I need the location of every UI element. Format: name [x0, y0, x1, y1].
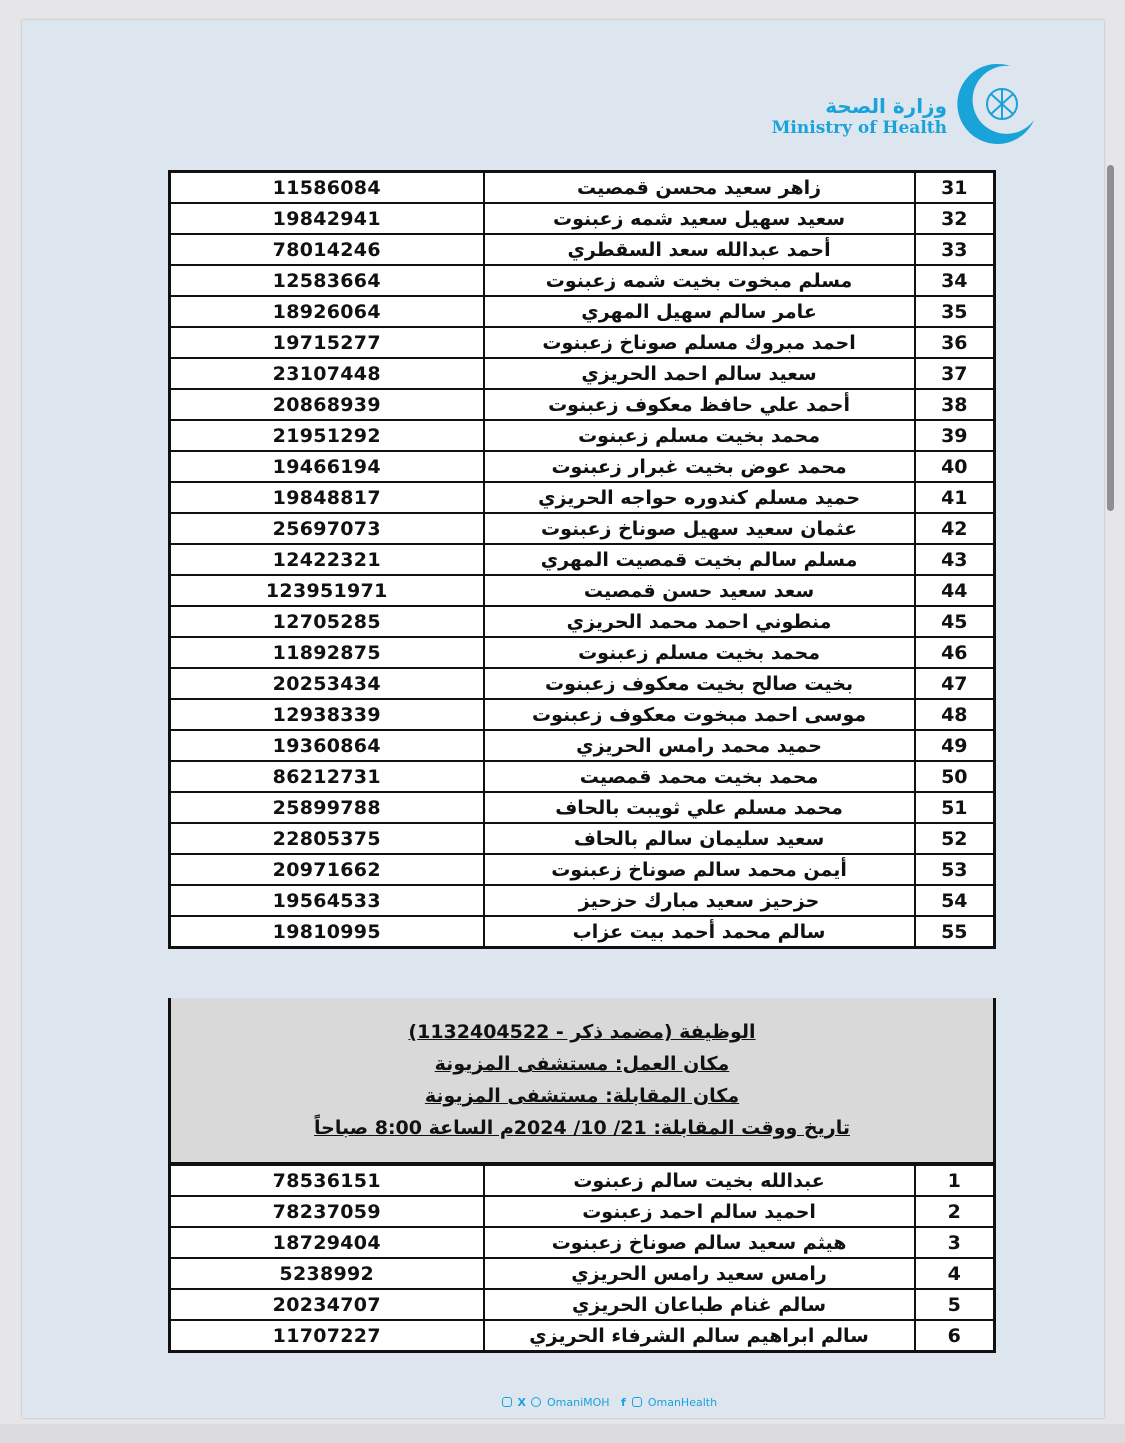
row-index-cell: 52: [915, 823, 995, 854]
name-cell: حميد محمد رامس الحريزي: [484, 730, 915, 761]
table-row: [170, 606, 995, 637]
row-index-cell: 31: [915, 172, 995, 204]
row-index-cell: 49: [915, 730, 995, 761]
row-index-cell: 4: [915, 1258, 995, 1289]
row-index-cell: 41: [915, 482, 995, 513]
id-number-cell: 22805375: [170, 823, 484, 854]
name-cell: محمد عوض بخيت غبرار زعبنوت: [484, 451, 915, 482]
name-cell: سالم محمد أحمد بيت عزاب: [484, 916, 915, 948]
name-cell: محمد بخيت مسلم زعبنوت: [484, 637, 915, 668]
table-row: [170, 296, 995, 327]
name-cell: سعيد سهيل سعيد شمه زعبنوت: [484, 203, 915, 234]
id-number-cell: 20868939: [170, 389, 484, 420]
linkedin-icon[interactable]: [632, 1397, 642, 1407]
interview-place: مكان المقابلة: مستشفى المزيونة: [424, 1085, 740, 1107]
id-number-cell: 78014246: [170, 234, 484, 265]
row-index-cell: 45: [915, 606, 995, 637]
table-row: [170, 637, 995, 668]
id-number-cell: 18729404: [170, 1227, 484, 1258]
name-cell: مسلم سالم بخيت قمصيت المهري: [484, 544, 915, 575]
id-number-cell: 25899788: [170, 792, 484, 823]
interview-datetime: تاريخ ووقت المقابلة: 21/ 10/ 2024م الساعة 8:00 صباحاً: [314, 1117, 850, 1139]
row-index-cell: 47: [915, 668, 995, 699]
name-cell: سعيد سليمان سالم بالحاف: [484, 823, 915, 854]
table-row: [170, 544, 995, 575]
id-number-cell: 123951971: [170, 575, 484, 606]
table-row: [170, 823, 995, 854]
footer-handle-omanhealth[interactable]: OmanHealth: [647, 1395, 718, 1409]
name-cell: سالم ابراهيم سالم الشرفاء الحريزي: [484, 1320, 915, 1352]
row-index-cell: 53: [915, 854, 995, 885]
id-number-cell: 18926064: [170, 296, 484, 327]
table-row: [170, 358, 995, 389]
id-number-cell: 19564533: [170, 885, 484, 916]
next-page-strip: [0, 1424, 1125, 1443]
id-number-cell: 19715277: [170, 327, 484, 358]
table-row: [170, 451, 995, 482]
candidates-table-1: [168, 170, 996, 949]
name-cell: سالم غنام طباعان الحريزي: [484, 1289, 915, 1320]
id-number-cell: 19360864: [170, 730, 484, 761]
name-cell: عثمان سعيد سهيل صوناخ زعبنوت: [484, 513, 915, 544]
table-row: [170, 265, 995, 296]
job-title: الوظيفة (مضمد ذكر - 1132404522): [408, 1021, 756, 1043]
table-row: [170, 1165, 995, 1197]
logo-english-text: Ministry of Health: [771, 118, 947, 138]
id-number-cell: 78536151: [170, 1165, 484, 1197]
name-cell: احميد سالم احمد زعبنوت: [484, 1196, 915, 1227]
table-row: [170, 1196, 995, 1227]
table-row: [170, 420, 995, 451]
id-number-cell: 19810995: [170, 916, 484, 948]
x-icon[interactable]: X: [517, 1395, 526, 1409]
id-number-cell: 20253434: [170, 668, 484, 699]
row-index-cell: 38: [915, 389, 995, 420]
row-index-cell: 39: [915, 420, 995, 451]
table-row: [170, 327, 995, 358]
table-row: [170, 761, 995, 792]
table-row: [170, 730, 995, 761]
row-index-cell: 5: [915, 1289, 995, 1320]
table-row: [170, 513, 995, 544]
row-index-cell: 37: [915, 358, 995, 389]
name-cell: محمد بخيت محمد قمصيت: [484, 761, 915, 792]
row-index-cell: 51: [915, 792, 995, 823]
id-number-cell: 25697073: [170, 513, 484, 544]
table-row: [170, 234, 995, 265]
name-cell: حميد مسلم كندوره حواجه الحريزي: [484, 482, 915, 513]
id-number-cell: 12938339: [170, 699, 484, 730]
id-number-cell: 12422321: [170, 544, 484, 575]
name-cell: هيثم سعيد سالم صوناخ زعبنوت: [484, 1227, 915, 1258]
table-row: [170, 575, 995, 606]
row-index-cell: 43: [915, 544, 995, 575]
row-index-cell: 50: [915, 761, 995, 792]
table-row: [170, 854, 995, 885]
social-footer: [502, 1395, 762, 1413]
name-cell: رامس سعيد رامس الحريزي: [484, 1258, 915, 1289]
table-row: [170, 792, 995, 823]
id-number-cell: 20971662: [170, 854, 484, 885]
footer-handle-omanimoh[interactable]: OmaniMOH: [546, 1395, 610, 1409]
row-index-cell: 44: [915, 575, 995, 606]
row-index-cell: 46: [915, 637, 995, 668]
name-cell: مسلم مبخوت بخيت شمه زعبنوت: [484, 265, 915, 296]
candidates-table-2: [168, 1163, 996, 1353]
id-number-cell: 86212731: [170, 761, 484, 792]
table-row: [170, 1227, 995, 1258]
table-row: [170, 1289, 995, 1320]
ministry-logo: [762, 58, 1062, 158]
name-cell: أحمد عبدالله سعد السقطري: [484, 234, 915, 265]
vertical-scrollbar[interactable]: [1107, 165, 1114, 511]
row-index-cell: 34: [915, 265, 995, 296]
row-index-cell: 2: [915, 1196, 995, 1227]
id-number-cell: 19848817: [170, 482, 484, 513]
name-cell: زاهر سعيد محسن قمصيت: [484, 172, 915, 204]
table-row: [170, 916, 995, 948]
table-row: [170, 389, 995, 420]
table-row: [170, 1258, 995, 1289]
name-cell: عبدالله بخيت سالم زعبنوت: [484, 1165, 915, 1197]
youtube-icon[interactable]: [531, 1397, 541, 1407]
name-cell: أيمن محمد سالم صوناخ زعبنوت: [484, 854, 915, 885]
table-row: [170, 203, 995, 234]
name-cell: موسى احمد مبخوت معكوف زعبنوت: [484, 699, 915, 730]
row-index-cell: 32: [915, 203, 995, 234]
name-cell: محمد مسلم علي ثويبت بالحاف: [484, 792, 915, 823]
facebook-icon[interactable]: f: [621, 1395, 626, 1409]
row-index-cell: 54: [915, 885, 995, 916]
row-index-cell: 1: [915, 1165, 995, 1197]
name-cell: منطوني احمد محمد الحريزي: [484, 606, 915, 637]
row-index-cell: 35: [915, 296, 995, 327]
id-number-cell: 19466194: [170, 451, 484, 482]
id-number-cell: 20234707: [170, 1289, 484, 1320]
name-cell: بخيت صالح بخيت معكوف زعبنوت: [484, 668, 915, 699]
table-row: [170, 699, 995, 730]
id-number-cell: 19842941: [170, 203, 484, 234]
logo-arabic-text: وزارة الصحة: [825, 94, 947, 118]
row-index-cell: 6: [915, 1320, 995, 1352]
row-index-cell: 3: [915, 1227, 995, 1258]
id-number-cell: 12705285: [170, 606, 484, 637]
id-number-cell: 11707227: [170, 1320, 484, 1352]
name-cell: سعد سعيد حسن قمصيت: [484, 575, 915, 606]
name-cell: محمد بخيت مسلم زعبنوت: [484, 420, 915, 451]
row-index-cell: 40: [915, 451, 995, 482]
id-number-cell: 23107448: [170, 358, 484, 389]
instagram-icon[interactable]: [502, 1397, 512, 1407]
table-row: [170, 172, 995, 204]
row-index-cell: 48: [915, 699, 995, 730]
id-number-cell: 11586084: [170, 172, 484, 204]
id-number-cell: 78237059: [170, 1196, 484, 1227]
workplace: مكان العمل: مستشفى المزيونة: [434, 1053, 730, 1075]
table-row: [170, 1320, 995, 1352]
name-cell: سعيد سالم احمد الحريزي: [484, 358, 915, 389]
table-row: [170, 668, 995, 699]
row-index-cell: 36: [915, 327, 995, 358]
table-row: [170, 885, 995, 916]
name-cell: حزحيز سعيد مبارك حزحيز: [484, 885, 915, 916]
id-number-cell: 5238992: [170, 1258, 484, 1289]
id-number-cell: 21951292: [170, 420, 484, 451]
name-cell: احمد مبروك مسلم صوناخ زعبنوت: [484, 327, 915, 358]
row-index-cell: 42: [915, 513, 995, 544]
crescent-emblem-icon: [950, 58, 1042, 150]
id-number-cell: 11892875: [170, 637, 484, 668]
interview-info-box: [168, 998, 996, 1165]
name-cell: أحمد علي حافظ معكوف زعبنوت: [484, 389, 915, 420]
row-index-cell: 55: [915, 916, 995, 948]
row-index-cell: 33: [915, 234, 995, 265]
id-number-cell: 12583664: [170, 265, 484, 296]
table-row: [170, 482, 995, 513]
name-cell: عامر سالم سهيل المهري: [484, 296, 915, 327]
